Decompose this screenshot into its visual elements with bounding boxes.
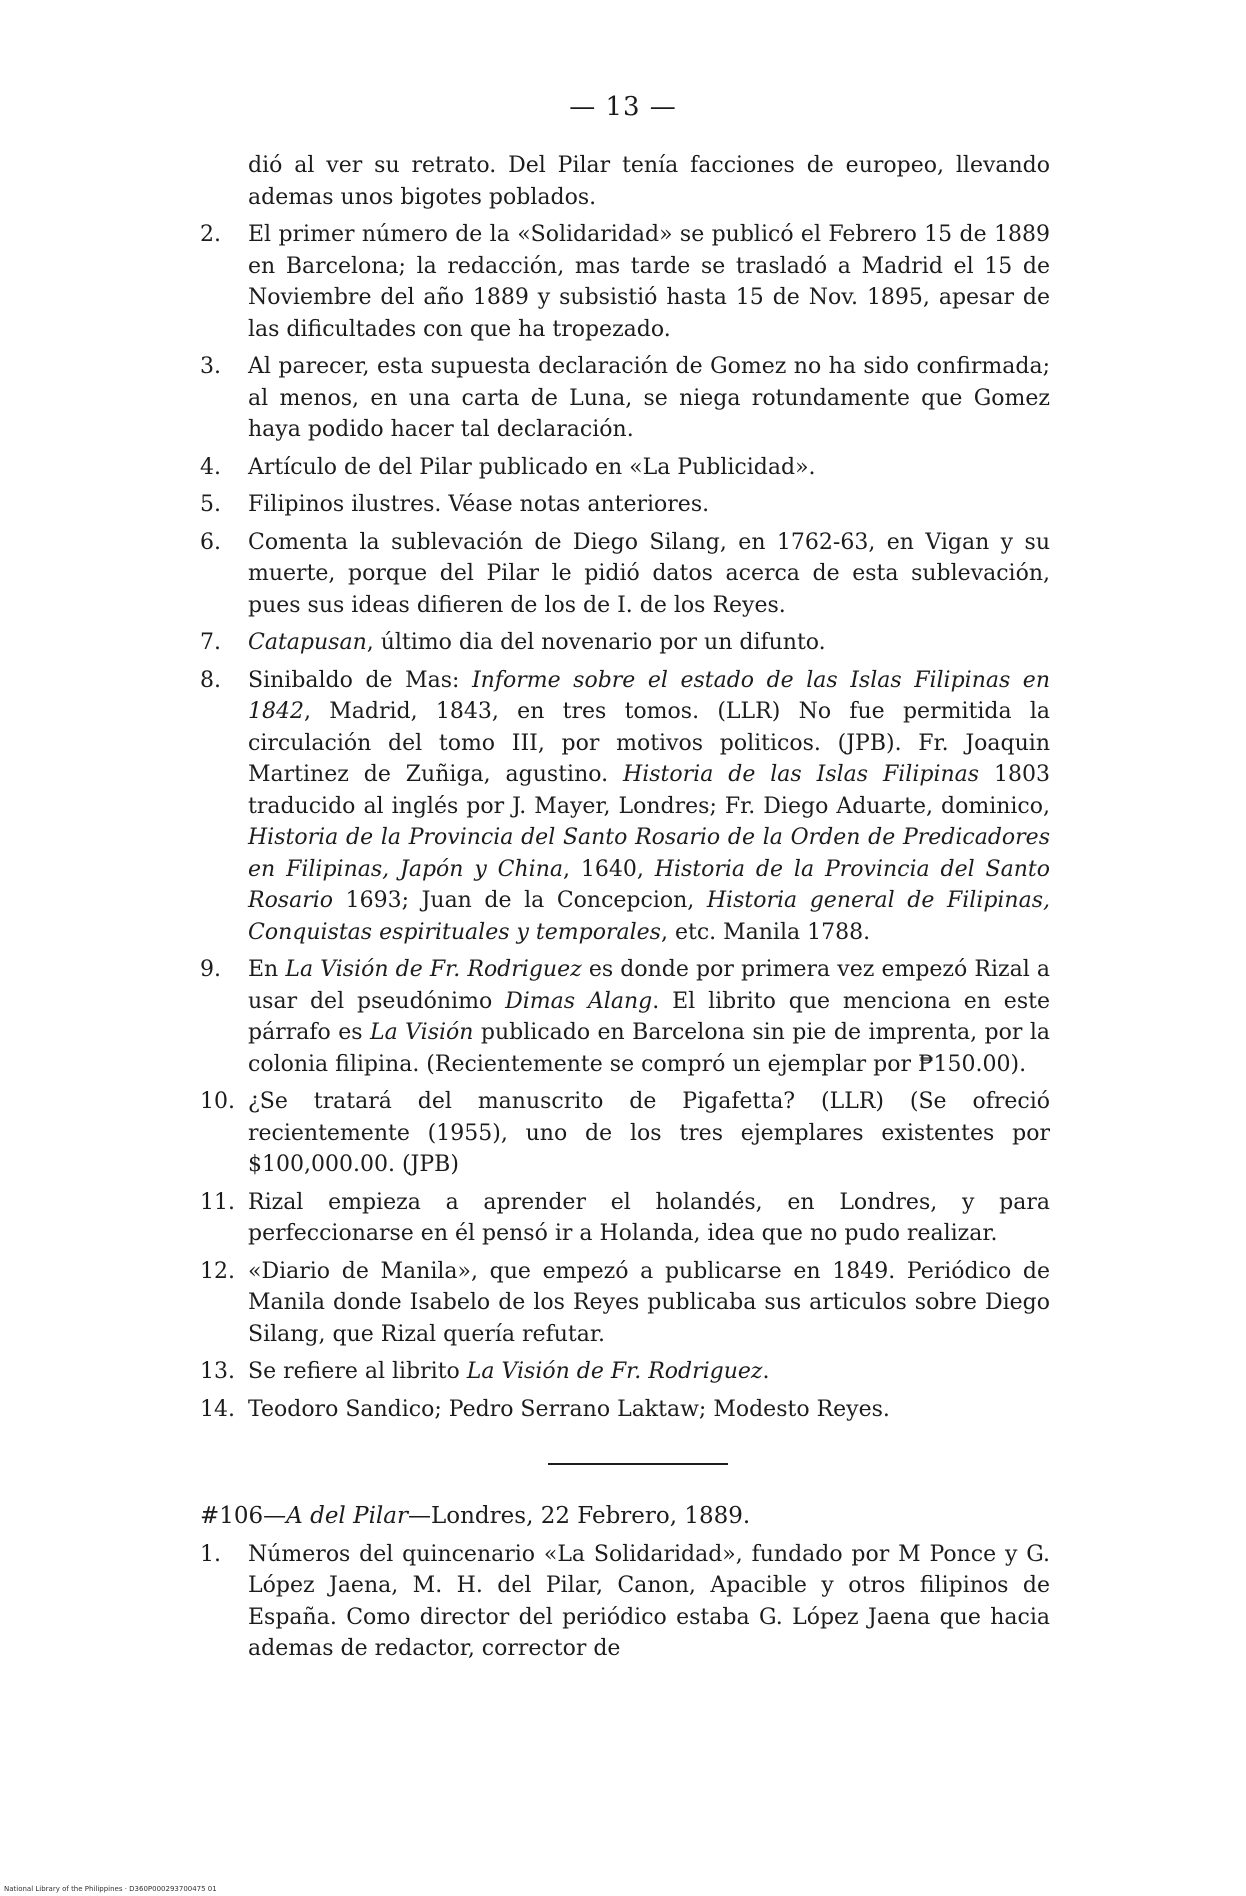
footnote <box>200 665 1050 949</box>
footnote-text <box>248 1356 1050 1388</box>
letter-number: #106 <box>200 1503 264 1529</box>
footnote-text <box>248 1256 1050 1351</box>
text-segment: 1693; Juan de la Concepcion, <box>333 888 707 913</box>
footnote-number: 9. <box>200 957 221 982</box>
footnote-text <box>248 351 1050 446</box>
footnote-number: 2. <box>200 222 221 247</box>
italic-title: Historia general de Filipinas, Conquistas espirituales y temporales <box>248 888 1051 945</box>
footnote-number: 11. <box>200 1189 235 1215</box>
footnote-number: 7. <box>200 630 221 655</box>
text-segment: es donde por primera vez empezó Rizal a usar del pseudónimo <box>248 957 1050 1014</box>
italic-title: Historia de la Provincia del Santo Rosario <box>248 856 1050 913</box>
footnote-text <box>248 527 1050 622</box>
text-segment: Números del quincenario «La Solidaridad», fundado por M Ponce y G. López Jaena, M. H. del Pilar, Canon, Apacible y otros filipinos de España. Como director del periódico estaba G. López Jaena que hacia ademas de redactor, corrector de <box>248 1541 1050 1661</box>
intro-continuation: dió al ver su retrato. Del Pilar tenía facciones de europeo, llevando ademas unos bigotes poblados. <box>248 153 1050 210</box>
letter-recipient: A del Pilar <box>286 1503 408 1529</box>
text-segment: «Diario de Manila», que empezó a publicarse en 1849. Periódico de Manila donde Isabelo de los Reyes publicaba sus articulos sobre Diego Silang, que Rizal quería refutar. <box>248 1258 1050 1347</box>
letter-header <box>200 1501 1050 1533</box>
text-segment: Teodoro Sandico; Pedro Serrano Laktaw; Modesto Reyes. <box>248 1396 890 1422</box>
footnote <box>200 1356 1050 1388</box>
text-segment: Se refiere al librito <box>248 1359 467 1384</box>
letter-place-date: —Londres, 22 Febrero, 1889. <box>408 1503 751 1529</box>
italic-title: Historia de las Islas Filipinas <box>623 762 980 787</box>
footnote <box>200 954 1050 1080</box>
footnote <box>200 219 1050 345</box>
footnote-number: 6. <box>200 529 221 555</box>
footnote-number: 4. <box>200 454 221 480</box>
italic-title: La Visión <box>369 1020 474 1045</box>
text-segment: ¿Se tratará del manuscrito de Pigafetta? (LLR) (Se ofreció recientemente (1955), uno de los tres ejemplares existentes por $100,000.00. (JPB) <box>248 1089 1050 1177</box>
footnote-number: 5. <box>200 492 221 517</box>
footnotes-list <box>200 219 1050 1425</box>
text-segment: Sinibaldo de Mas: <box>248 667 472 693</box>
text-segment: En <box>248 957 286 982</box>
footnote <box>200 1256 1050 1351</box>
text-segment: El primer número de la «Solidaridad» se publicó el Febrero 15 de 1889 en Barcelona; la redacción, mas tarde se trasladó a Madrid el 15 de Noviembre del año 1889 y subsistió hasta 15 de Nov. 1895, apesar de las dificultades con que ha tropezado. <box>248 222 1050 342</box>
footnote-text <box>248 1394 1050 1426</box>
footnote <box>200 489 1050 521</box>
footnote-text <box>248 1086 1050 1181</box>
footnote-number: 13. <box>200 1359 235 1384</box>
text-segment: Artículo de del Pilar publicado en «La Publicidad». <box>248 454 816 480</box>
footnote-text <box>248 219 1050 345</box>
footnote <box>200 452 1050 484</box>
footnote-text <box>248 665 1050 949</box>
footnote-number: 14. <box>200 1396 235 1422</box>
italic-title: Informe sobre el estado de las Islas Filipinas en 1842 <box>248 667 1050 724</box>
text-segment: Rizal empieza a aprender el holandés, en Londres, y para perfeccionarse en él pensó ir a Holanda, idea que no pudo realizar. <box>248 1189 1050 1246</box>
footnote <box>200 351 1050 446</box>
text-segment: 1803 traducido al inglés por J. Mayer, Londres; Fr. Diego Aduarte, dominico, <box>248 762 1050 819</box>
text-segment: Filipinos ilustres. Véase notas anteriores. <box>248 492 710 517</box>
footnote <box>200 527 1050 622</box>
text-segment: Al parecer, esta supuesta declaración de Gomez no ha sido confirmada; al menos, en una carta de Luna, se niega rotundamente que Gomez haya podido hacer tal declaración. <box>248 354 1050 442</box>
italic-title: La Visión de Fr. Rodriguez <box>466 1359 763 1384</box>
footnote-text <box>248 1539 1050 1665</box>
text-segment: Comenta la sublevación de Diego Silang, en 1762-63, en Vigan y su muerte, porque del Pilar le pidió datos acerca de esta sublevación, pues sus ideas difieren de los de I. de los Reyes. <box>248 529 1050 618</box>
text-segment: . <box>762 1359 770 1384</box>
footnote <box>200 627 1050 659</box>
footnote <box>200 1187 1050 1250</box>
footnote-text <box>248 489 1050 521</box>
footnote-number: 10. <box>200 1089 235 1114</box>
italic-title: Catapusan <box>248 630 367 655</box>
text-segment: publicado en Barcelona sin pie de imprenta, por la colonia filipina. (Recientemente se compró un ejemplar por ₱150.00). <box>248 1020 1050 1077</box>
page-footer: National Library of the Philippines · D360P000293700475 01 <box>4 1885 217 1893</box>
footnote-number: 1. <box>200 1541 221 1567</box>
footnote <box>200 1394 1050 1426</box>
footnote-number: 8. <box>200 667 221 693</box>
footnote-text <box>248 954 1050 1080</box>
footnote-text <box>248 627 1050 659</box>
footnote-text <box>248 1187 1050 1250</box>
italic-title: Historia de la Provincia del Santo Rosario de la Orden de Predicadores en Filipinas, Japón y China <box>248 825 1050 882</box>
footnote <box>200 1086 1050 1181</box>
page-number: — 13 — <box>569 92 677 122</box>
text-segment: , etc. Manila 1788. <box>660 919 871 945</box>
footnote-text <box>248 452 1050 484</box>
letter-notes-list <box>200 1539 1050 1665</box>
section-divider <box>548 1463 728 1465</box>
footnote-number: 12. <box>200 1258 235 1284</box>
italic-title: Dimas Alang <box>505 988 653 1014</box>
footnote <box>200 1539 1050 1665</box>
letter-dash: — <box>263 1503 287 1529</box>
footnote-number: 3. <box>200 354 221 379</box>
italic-title: La Visión de Fr. Rodriguez <box>285 957 582 982</box>
text-segment: . El librito que menciona en este párrafo es <box>248 988 1050 1045</box>
text-segment: , 1640, <box>563 856 655 882</box>
page-content <box>200 150 1050 1665</box>
text-segment: , Madrid, 1843, en tres tomos. (LLR) No fue permitida la circulación del tomo III, por motivos politicos. (JPB). Fr. Joaquin Martinez de Zuñiga, agustino. <box>248 699 1050 787</box>
text-segment: , último dia del novenario por un difunto. <box>366 630 826 655</box>
